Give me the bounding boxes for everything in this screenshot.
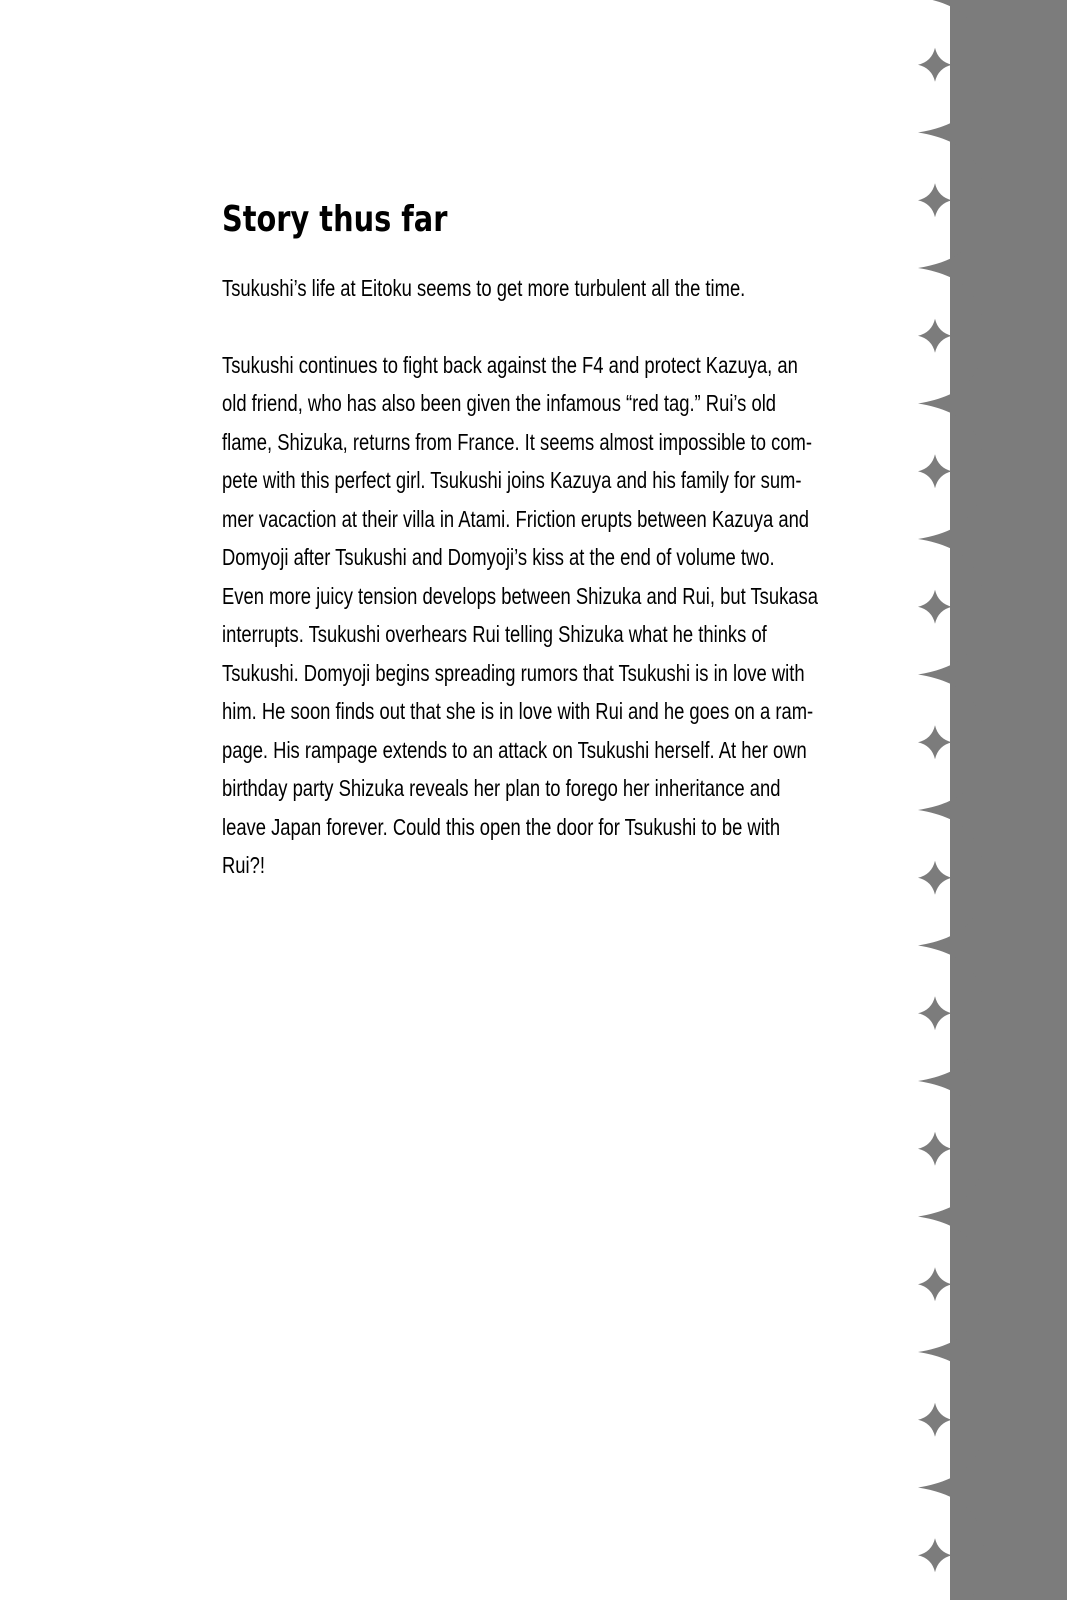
four-point-star-icon: [918, 1132, 952, 1166]
border-band: [918, 0, 1067, 1600]
four-point-star-icon: [918, 48, 952, 82]
four-point-star-icon: [918, 1267, 952, 1301]
four-point-star-icon: [918, 1538, 952, 1572]
summary-line: interrupts. Tsukushi overhears Rui telling Shizuka what he thinks of: [222, 621, 767, 647]
summary-line: flame, Shizuka, returns from France. It seems almost impossible to com-: [222, 428, 813, 455]
summary-line: leave Japan forever. Could this open the door for Tsukushi to be with: [222, 813, 781, 840]
summary-line: him. He soon finds out that she is in love with Rui and he goes on a ram-: [222, 698, 814, 724]
summary-line: pete with this perfect girl. Tsukushi joins Kazuya and his family for sum-: [222, 467, 802, 493]
four-point-star-icon: [918, 1403, 952, 1437]
four-point-star-icon: [918, 319, 952, 353]
four-point-star-icon: [918, 996, 952, 1030]
page-title: Story thus far: [222, 199, 448, 240]
four-point-star-icon: [918, 183, 952, 217]
four-point-star-icon: [918, 725, 952, 759]
summary-line: Domyoji after Tsukushi and Domyoji’s kiss at the end of volume two.: [222, 544, 775, 570]
story-section: [222, 196, 842, 885]
intro-line: Tsukushi’s life at Eitoku seems to get more turbulent all the time.: [222, 275, 746, 301]
summary-line: Even more juicy tension develops between Shizuka and Rui, but Tsukasa: [222, 582, 818, 609]
summary-line: old friend, who has also been given the infamous “red tag.” Rui’s old: [222, 390, 777, 416]
summary-line: Tsukushi. Domyoji begins spreading rumors that Tsukushi is in love with: [222, 659, 805, 686]
summary-line: birthday party Shizuka reveals her plan to forego her inheritance and: [222, 775, 781, 801]
intro-paragraph: [222, 269, 842, 308]
summary-line: Rui?!: [222, 852, 265, 878]
four-point-star-icon: [918, 590, 952, 624]
four-point-star-icon: [918, 454, 952, 488]
summary-paragraph: [222, 346, 842, 885]
summary-line: Tsukushi continues to fight back against the F4 and protect Kazuya, an: [222, 351, 798, 378]
summary-line: page. His rampage extends to an attack on Tsukushi herself. At her own: [222, 736, 807, 763]
summary-line: mer vacaction at their villa in Atami. Friction erupts between Kazuya and: [222, 505, 810, 532]
four-point-star-icon: [918, 861, 952, 895]
